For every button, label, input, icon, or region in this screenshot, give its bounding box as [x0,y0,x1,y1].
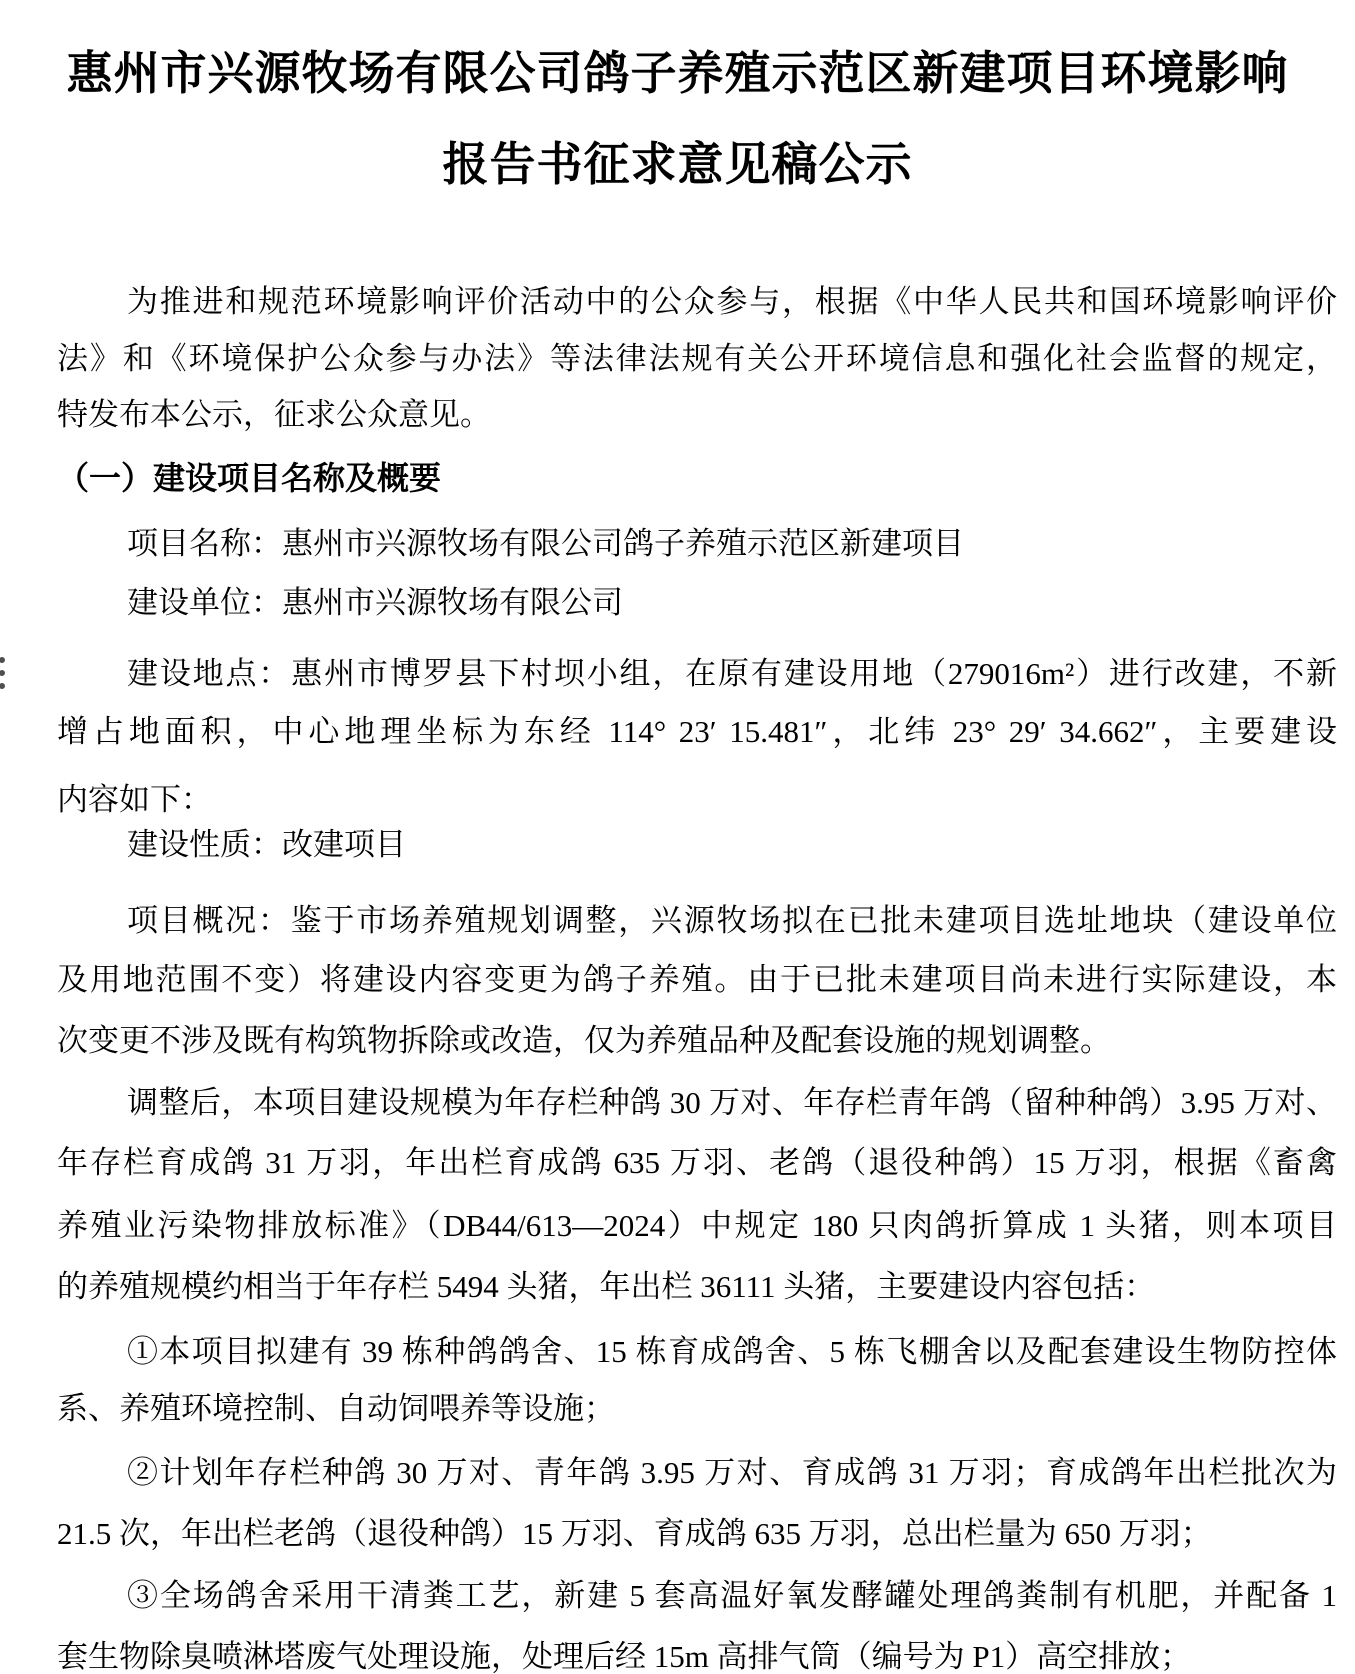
dot [0,670,5,676]
text-line: 21.5 次，年出栏老鸽（退役种鸽）15 万羽、育成鸽 635 万羽，总出栏量为 650 万羽； [57,1516,1212,1551]
text-line: 项目名称：惠州市兴源牧场有限公司鸽子养殖示范区新建项目 [127,526,964,561]
text-line: 调整后，本项目建设规模为年存栏种鸽 30 万对、年存栏青年鸽（留种种鸽）3.95 万对、 [127,1085,1337,1120]
text-line: 套生物除臭喷淋塔废气处理设施，处理后经 15m 高排气筒（编号为 P1）高空排放； [57,1639,1192,1674]
section-heading: （一）建设项目名称及概要 [57,460,442,496]
text-line: 及用地范围不变）将建设内容变更为鸽子养殖。由于已批未建项目尚未进行实际建设，本 [57,962,1337,997]
text-line: 项目概况：鉴于市场养殖规划调整，兴源牧场拟在已批未建项目选址地块（建设单位 [127,903,1337,938]
text-line: 养殖业污染物排放标准》（DB44/613—2024）中规定 180 只肉鸽折算成 1 头猪，则本项目 [57,1208,1337,1243]
text-line: 年存栏育成鸽 31 万羽，年出栏育成鸽 635 万羽、老鸽（退役种鸽）15 万羽，根据《畜禽 [57,1145,1337,1180]
text-line: ①本项目拟建有 39 栋种鸽鸽舍、15 栋育成鸽舍、5 栋飞棚舍以及配套建设生物防控体 [127,1334,1337,1369]
text-line: 次变更不涉及既有构筑物拆除或改造，仅为养殖品种及配套设施的规划调整。 [57,1023,1111,1058]
text-line: ③全场鸽舍采用干清粪工艺，新建 5 套高温好氧发酵罐处理鸽粪制有机肥，并配备 1 [127,1578,1337,1613]
doc-title-line-2: 报告书征求意见稿公示 [442,138,913,190]
vertical-dots-icon [0,657,7,696]
doc-title-line-1: 惠州市兴源牧场有限公司鸽子养殖示范区新建项目环境影响 [66,47,1289,99]
text-line: 增占地面积，中心地理坐标为东经 114° 23′ 15.481″，北纬 23° 29′ 34.662″，主要建设 [57,714,1337,749]
text-line: 系、养殖环境控制、自动饲喂养等设施； [57,1391,615,1426]
text-line: 建设地点：惠州市博罗县下村坝小组，在原有建设用地（279016m²）进行改建，不新 [127,656,1337,691]
text-line: 为推进和规范环境影响评价活动中的公众参与，根据《中华人民共和国环境影响评价 [127,284,1337,319]
text-line: 建设性质：改建项目 [127,827,406,862]
dot [0,683,5,689]
text-line: 的养殖规模约相当于年存栏 5494 头猪，年出栏 36111 头猪，主要建设内容包括： [57,1269,1156,1304]
dot [0,657,5,663]
text-line: 建设单位：惠州市兴源牧场有限公司 [127,585,623,620]
text-line: 特发布本公示，征求公众意见。 [57,397,491,432]
text-line: 法》和《环境保护公众参与办法》等法律法规有关公开环境信息和强化社会监督的规定， [57,341,1337,376]
text-line: 内容如下： [57,782,212,817]
text-line: ②计划年存栏种鸽 30 万对、青年鸽 3.95 万对、育成鸽 31 万羽；育成鸽年出栏批次为 [127,1455,1337,1490]
